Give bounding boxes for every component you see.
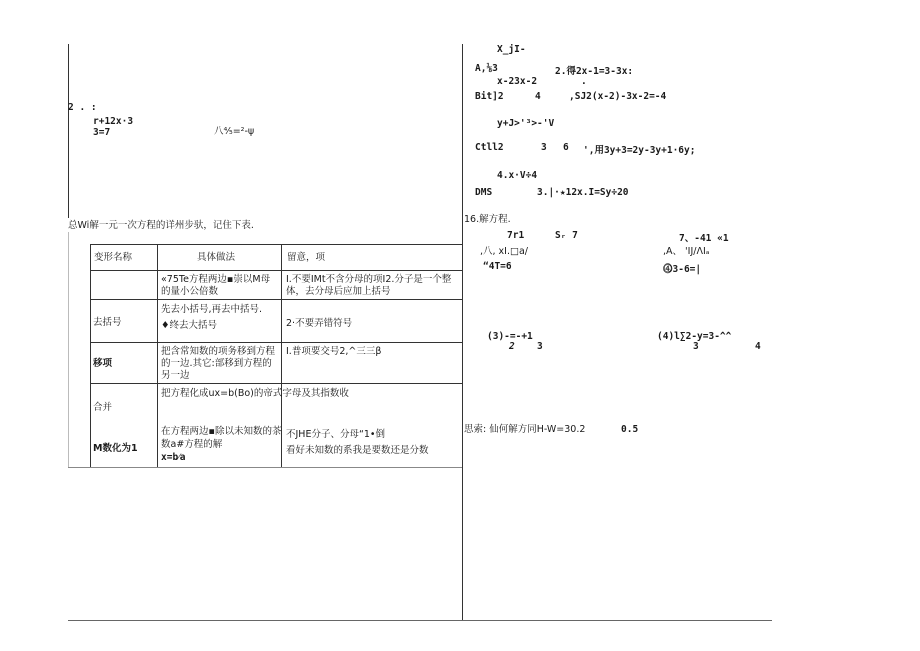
bottom-rule	[68, 620, 772, 621]
summary-text: 总Wi解一元一次方程的详州步驮，记住下表.	[68, 220, 254, 231]
line-f1: DMS	[475, 187, 493, 198]
line-d4: ',用3y+3=2y-3y+1·6y;	[583, 145, 696, 156]
q16-b: Sᵣ 7	[555, 230, 578, 241]
right-top-title: X_jI-	[497, 44, 526, 55]
q16-g: ⓸3-6=|	[663, 264, 702, 275]
q3-expr: (3)-=-+1	[487, 331, 533, 342]
q4-expr: (4)l∑2-y=3-^^	[657, 331, 732, 342]
q16-e: ,A、 'IJ/ΛIₐ	[663, 246, 710, 257]
line-d3: 6	[563, 142, 569, 153]
line-b2: 4	[535, 91, 541, 102]
line-d2: 3	[541, 142, 547, 153]
row5-method2: 数a#方程的解	[161, 439, 223, 450]
q2-line1: r+12x·3	[93, 116, 134, 127]
table-bottom-rule	[68, 467, 462, 468]
line-c: y+J>'³>-'V	[497, 118, 555, 129]
q16-f: “4T=6	[483, 261, 512, 272]
row3-method: 把含常知数的项务移到方程的一边.其它:部移到方程的另一边	[161, 346, 276, 381]
row1-note: I.不要IMt不含分母的项I2.分子是一个整体，去分母后应加上括号	[286, 274, 452, 297]
header-name: 变形名称	[94, 252, 133, 263]
row5-method1: 在方程两边▪除以未知数的茶	[161, 426, 282, 437]
think-question: 思索: 仙何解方同H-W=30.2	[464, 424, 586, 435]
line-a3: x-23x-2	[497, 76, 538, 87]
row2-method2: ♦终去大括号	[161, 320, 218, 331]
line-f2: 3.|·★12x.I=Sy÷20	[537, 187, 629, 198]
header-note: 留意，项	[287, 252, 326, 263]
line-a2: 2.得2x-1=3-3x:	[555, 66, 634, 77]
row4-method: 把方程化成ux=b(Bo)的帝式字母及其指数收	[161, 388, 349, 399]
line-a: A,⅛3	[475, 63, 498, 74]
q16-a: 7r1	[507, 230, 525, 241]
row2-note: 2·不要弄错符号	[286, 318, 353, 329]
left-margin-line	[68, 44, 69, 218]
q16-d: ,八, xI.□a/	[480, 246, 529, 257]
row5-name: M数化为1	[93, 443, 138, 454]
row4-name: 合并	[93, 402, 113, 413]
line-a3-dot: .	[581, 76, 587, 87]
q2-right-expr: 八⅘=²-ψ	[214, 126, 255, 137]
q4-denominator-left: 3	[693, 341, 699, 352]
line-b1: Bit]2	[475, 91, 504, 102]
row2-method1: 先去小括号,再去中括号.	[161, 304, 263, 315]
row3-note: I.普项要交号2,^三三β	[286, 346, 382, 357]
line-d1: Ctll2	[475, 142, 504, 153]
q3-denominator-left: 2	[509, 341, 515, 352]
line-e: 4.x·V÷4	[497, 170, 538, 181]
q16-c: 7、-41 «1	[679, 233, 729, 244]
row3-name: 移项	[93, 358, 113, 369]
q4-denominator-right: 4	[755, 341, 761, 352]
row5-note1: 不JHE分子、分母“1•倒	[286, 429, 386, 440]
line-b3: ,SJ2(x-2)-3x-2=-4	[569, 91, 667, 102]
q3-denominator-right: 3	[537, 341, 543, 352]
row5-note2: 看好未知数的系我是要数还是分数	[286, 445, 429, 456]
think-value: 0.5	[621, 424, 639, 435]
row2-name: 去括号	[93, 317, 122, 328]
left-margin-line-lower	[68, 232, 69, 468]
row5-method3: x=b⁄a	[161, 452, 186, 463]
q16-heading: 16.解方程.	[464, 214, 511, 225]
q2-label: 2 . :	[68, 102, 97, 113]
row1-method: «75Te方程两边▪崇以M母的量小公倍数	[161, 274, 271, 297]
header-method: 具体做法	[197, 252, 236, 263]
q2-line2: 3=7	[93, 127, 111, 138]
